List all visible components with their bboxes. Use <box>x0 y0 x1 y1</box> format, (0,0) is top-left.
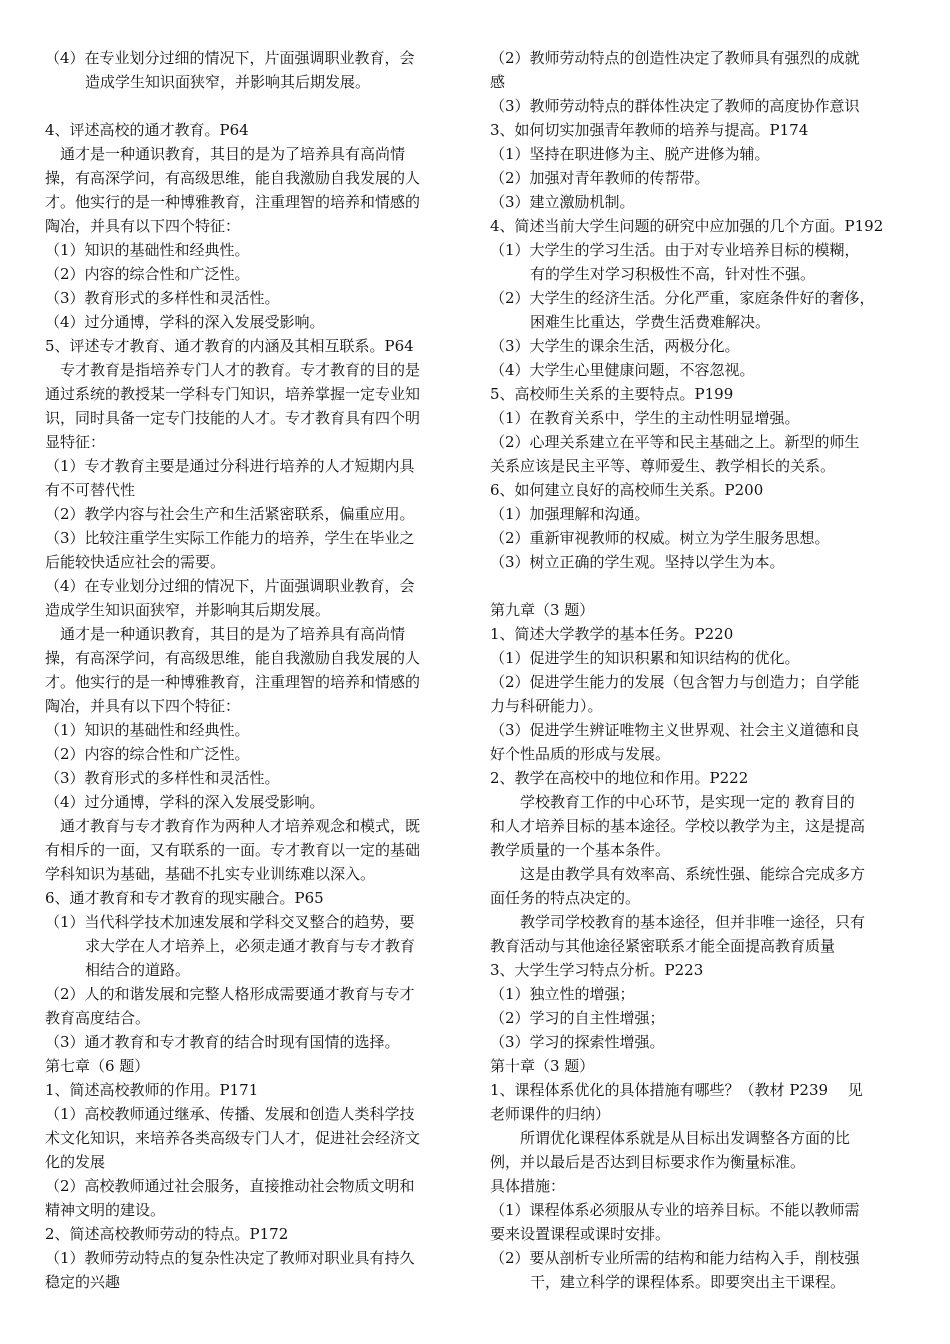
text-line: 通才是一种通识教育，其目的是为了培养具有高尚情 <box>45 145 406 163</box>
text-line: （2）促进学生能力的发展（包含智力与创造力；自学能 <box>490 673 860 691</box>
text-line: 例，并以最后是否达到目标要求作为衡量标准。 <box>490 1153 806 1171</box>
text-line: （3）比较注重学生实际工作能力的培养，学生在毕业之 <box>45 529 415 547</box>
text-line: 第九章（3 题） <box>490 601 595 619</box>
text-line: （1）知识的基础性和经典性。 <box>45 241 250 259</box>
text-line: 操，有高深学问，有高级思维，能自我激励自我发展的人 <box>45 169 421 187</box>
text-line: 通过系统的教授某一学科专门知识，培养掌握一定专业知 <box>45 385 421 403</box>
text-line: 第七章（6 题） <box>45 1057 150 1075</box>
text-line: （2）教师劳动特点的创造性决定了教师具有强烈的成就 <box>490 49 860 67</box>
text-line: 所谓优化课程体系就是从目标出发调整各方面的比 <box>490 1129 851 1147</box>
text-line: 陶冶，并具有以下四个特征： <box>45 217 241 235</box>
text-line: （4）过分通博，学科的深入发展受影响。 <box>45 793 325 811</box>
text-line: 教学质量的一个基本条件。 <box>490 841 671 859</box>
text-line: 教育活动与其他途径紧密联系才能全面提高教育质量 <box>490 937 836 955</box>
right-column <box>490 46 905 1294</box>
text-line: （3）通才教育和专才教育的结合时现有国情的选择。 <box>45 1033 400 1051</box>
text-line: （2）高校教师通过社会服务，直接推动社会物质文明和 <box>45 1177 415 1195</box>
text-line: 第十章（3 题） <box>490 1057 595 1075</box>
text-line: （2）心理关系建立在平等和民主基础之上。新型的师生 <box>490 433 860 451</box>
text-line: 和人才培养目标的基本途径。学校以教学为主，这是提高 <box>490 817 866 835</box>
text-line: （1）独立性的增强； <box>490 985 635 1003</box>
text-line: （1）加强理解和沟通。 <box>490 505 650 523</box>
text-line: 感 <box>490 73 506 91</box>
text-line: 有不可替代性 <box>45 481 136 499</box>
text-line: （4）过分通博，学科的深入发展受影响。 <box>45 313 325 331</box>
text-line: 2、简述高校教师劳动的特点。P172 <box>45 1225 289 1243</box>
text-line: 关系应该是民主平等、尊师爱生、教学相长的关系。 <box>490 457 836 475</box>
text-line: 3、如何切实加强青年教师的培养与提高。P174 <box>490 121 809 139</box>
text-line: （1）高校教师通过继承、传播、发展和创造人类科学技 <box>45 1105 415 1123</box>
text-line: 后能较快适应社会的需要。 <box>45 553 226 571</box>
text-line: 教学司学校教育的基本途径，但并非唯一途径，只有 <box>490 913 866 931</box>
text-line: 相结合的道路。 <box>85 961 191 979</box>
text-line: （2）内容的综合性和广泛性。 <box>45 745 250 763</box>
text-line: （1）课程体系必须服从专业的培养目标。不能以教师需 <box>490 1201 860 1219</box>
text-line: 才。他实行的是一种博雅教育，注重理智的培养和情感的 <box>45 193 421 211</box>
text-line: 1、简述大学教学的基本任务。P220 <box>490 625 734 643</box>
text-line: 老师课件的归纳） <box>490 1105 611 1123</box>
text-line: （3）学习的探索性增强。 <box>490 1033 665 1051</box>
text-line: 1、课程体系优化的具体措施有哪些？（教材 P239 见 <box>490 1081 863 1099</box>
text-line: （4）在专业划分过细的情况下，片面强调职业教育，会 <box>45 49 415 67</box>
text-line: 造成学生知识面狭窄，并影响其后期发展。 <box>45 601 331 619</box>
text-line: （3）教育形式的多样性和灵活性。 <box>45 769 280 787</box>
text-line: 陶冶，并具有以下四个特征： <box>45 697 241 715</box>
text-line: （2）要从剖析专业所需的结构和能力结构入手，削枝强 <box>490 1249 860 1267</box>
text-line: 通才是一种通识教育，其目的是为了培养具有高尚情 <box>45 625 406 643</box>
text-line: 这是由教学具有效率高、系统性强、能综合完成多方 <box>490 865 866 883</box>
text-line: 精神文明的建设。 <box>45 1201 166 1219</box>
text-line: 显特征： <box>45 433 106 451</box>
text-line: （2）学习的自主性增强； <box>490 1009 665 1027</box>
text-line: （3）教师劳动特点的群体性决定了教师的高度协作意识 <box>490 97 860 115</box>
text-line: 术文化知识，来培养各类高级专门人才，促进社会经济文 <box>45 1129 421 1147</box>
text-line: （1）大学生的学习生活。由于对专业培养目标的模糊， <box>490 241 860 259</box>
text-line: 识，同时具备一定专门技能的人才。专才教育具有四个明 <box>45 409 421 427</box>
left-column <box>45 46 460 1294</box>
text-line: 6、通才教育和专才教育的现实融合。P65 <box>45 889 324 907</box>
text-line: 有相斥的一面，又有联系的一面。专才教育以一定的基础 <box>45 841 421 859</box>
text-line: 通才教育与专才教育作为两种人才培养观念和模式，既 <box>45 817 421 835</box>
text-line: （1）促进学生的知识积累和知识结构的优化。 <box>490 649 800 667</box>
text-line <box>490 574 905 598</box>
text-line: 学校教育工作的中心环节，是实现一定的 教育目的 <box>490 793 855 811</box>
text-line: （2）大学生的经济生活。分化严重，家庭条件好的奢侈， <box>490 289 875 307</box>
text-line: 学科知识为基础，基础不扎实专业训练难以深入。 <box>45 865 376 883</box>
text-line: （1）专才教育主要是通过分科进行培养的人才短期内具 <box>45 457 415 475</box>
text-line: （3）教育形式的多样性和灵活性。 <box>45 289 280 307</box>
text-line: （1）在教育关系中，学生的主动性明显增强。 <box>490 409 800 427</box>
text-line: （3）建立激励机制。 <box>490 193 635 211</box>
text-line: 6、如何建立良好的高校师生关系。P200 <box>490 481 764 499</box>
text-line: 2、教学在高校中的地位和作用。P222 <box>490 769 749 787</box>
text-line: 困难生比重达，学费生活费难解决。 <box>530 313 771 331</box>
text-line: （3）大学生的课余生活，两极分化。 <box>490 337 740 355</box>
text-line: （4）大学生心里健康问题，不容忽视。 <box>490 361 755 379</box>
text-line: （1）知识的基础性和经典性。 <box>45 721 250 739</box>
text-line: 面任务的特点决定的。 <box>490 889 641 907</box>
text-line: （3）树立正确的学生观。坚持以学生为本。 <box>490 553 785 571</box>
text-line: 4、简述当前大学生问题的研究中应加强的几个方面。P192 <box>490 217 884 235</box>
text-line <box>45 94 460 118</box>
text-line: 操，有高深学问，有高级思维，能自我激励自我发展的人 <box>45 649 421 667</box>
text-line: 力与科研能力）。 <box>490 697 603 715</box>
text-line: 化的发展 <box>45 1153 106 1171</box>
text-line: 造成学生知识面狭窄，并影响其后期发展。 <box>85 73 371 91</box>
text-line: （4）在专业划分过细的情况下，片面强调职业教育，会 <box>45 577 415 595</box>
text-line: 干，建立科学的课程体系。即要突出主干课程。 <box>530 1273 846 1291</box>
text-line: （2）教学内容与社会生产和生活紧密联系，偏重应用。 <box>45 505 415 523</box>
text-line: 5、高校师生关系的主要特点。P199 <box>490 385 734 403</box>
text-line: 专才教育是指培养专门人才的教育。专才教育的目的是 <box>45 361 421 379</box>
text-line: （3）促进学生辨证唯物主义世界观、社会主义道德和良 <box>490 721 860 739</box>
text-line: （2）重新审视教师的权威。树立为学生服务思想。 <box>490 529 830 547</box>
text-line: 1、简述高校教师的作用。P171 <box>45 1081 259 1099</box>
text-line: （2）人的和谐发展和完整人格形成需要通才教育与专才 <box>45 985 415 1003</box>
text-line: 稳定的兴趣 <box>45 1273 121 1291</box>
text-line: （1）坚持在职进修为主、脱产进修为辅。 <box>490 145 770 163</box>
text-line: 3、大学生学习特点分析。P223 <box>490 961 704 979</box>
text-line: 要来设置课程或课时安排。 <box>490 1225 671 1243</box>
text-line: （1）教师劳动特点的复杂性决定了教师对职业具有持久 <box>45 1249 415 1267</box>
text-line: （2）内容的综合性和广泛性。 <box>45 265 250 283</box>
text-line: 5、评述专才教育、通才教育的内涵及其相互联系。P64 <box>45 337 414 355</box>
text-line: 4、评述高校的通才教育。P64 <box>45 121 249 139</box>
text-line: （1）当代科学技术加速发展和学科交叉整合的趋势，要 <box>45 913 415 931</box>
text-line: 具体措施： <box>490 1177 566 1195</box>
text-line: 才。他实行的是一种博雅教育，注重理智的培养和情感的 <box>45 673 421 691</box>
text-line: （2）加强对青年教师的传帮带。 <box>490 169 710 187</box>
text-line: 好个性品质的形成与发展。 <box>490 745 671 763</box>
text-line: 有的学生对学习积极性不高，针对性不强。 <box>530 265 816 283</box>
text-line: 求大学在人才培养上，必须走通才教育与专才教育 <box>85 937 416 955</box>
text-line: 教育高度结合。 <box>45 1009 151 1027</box>
